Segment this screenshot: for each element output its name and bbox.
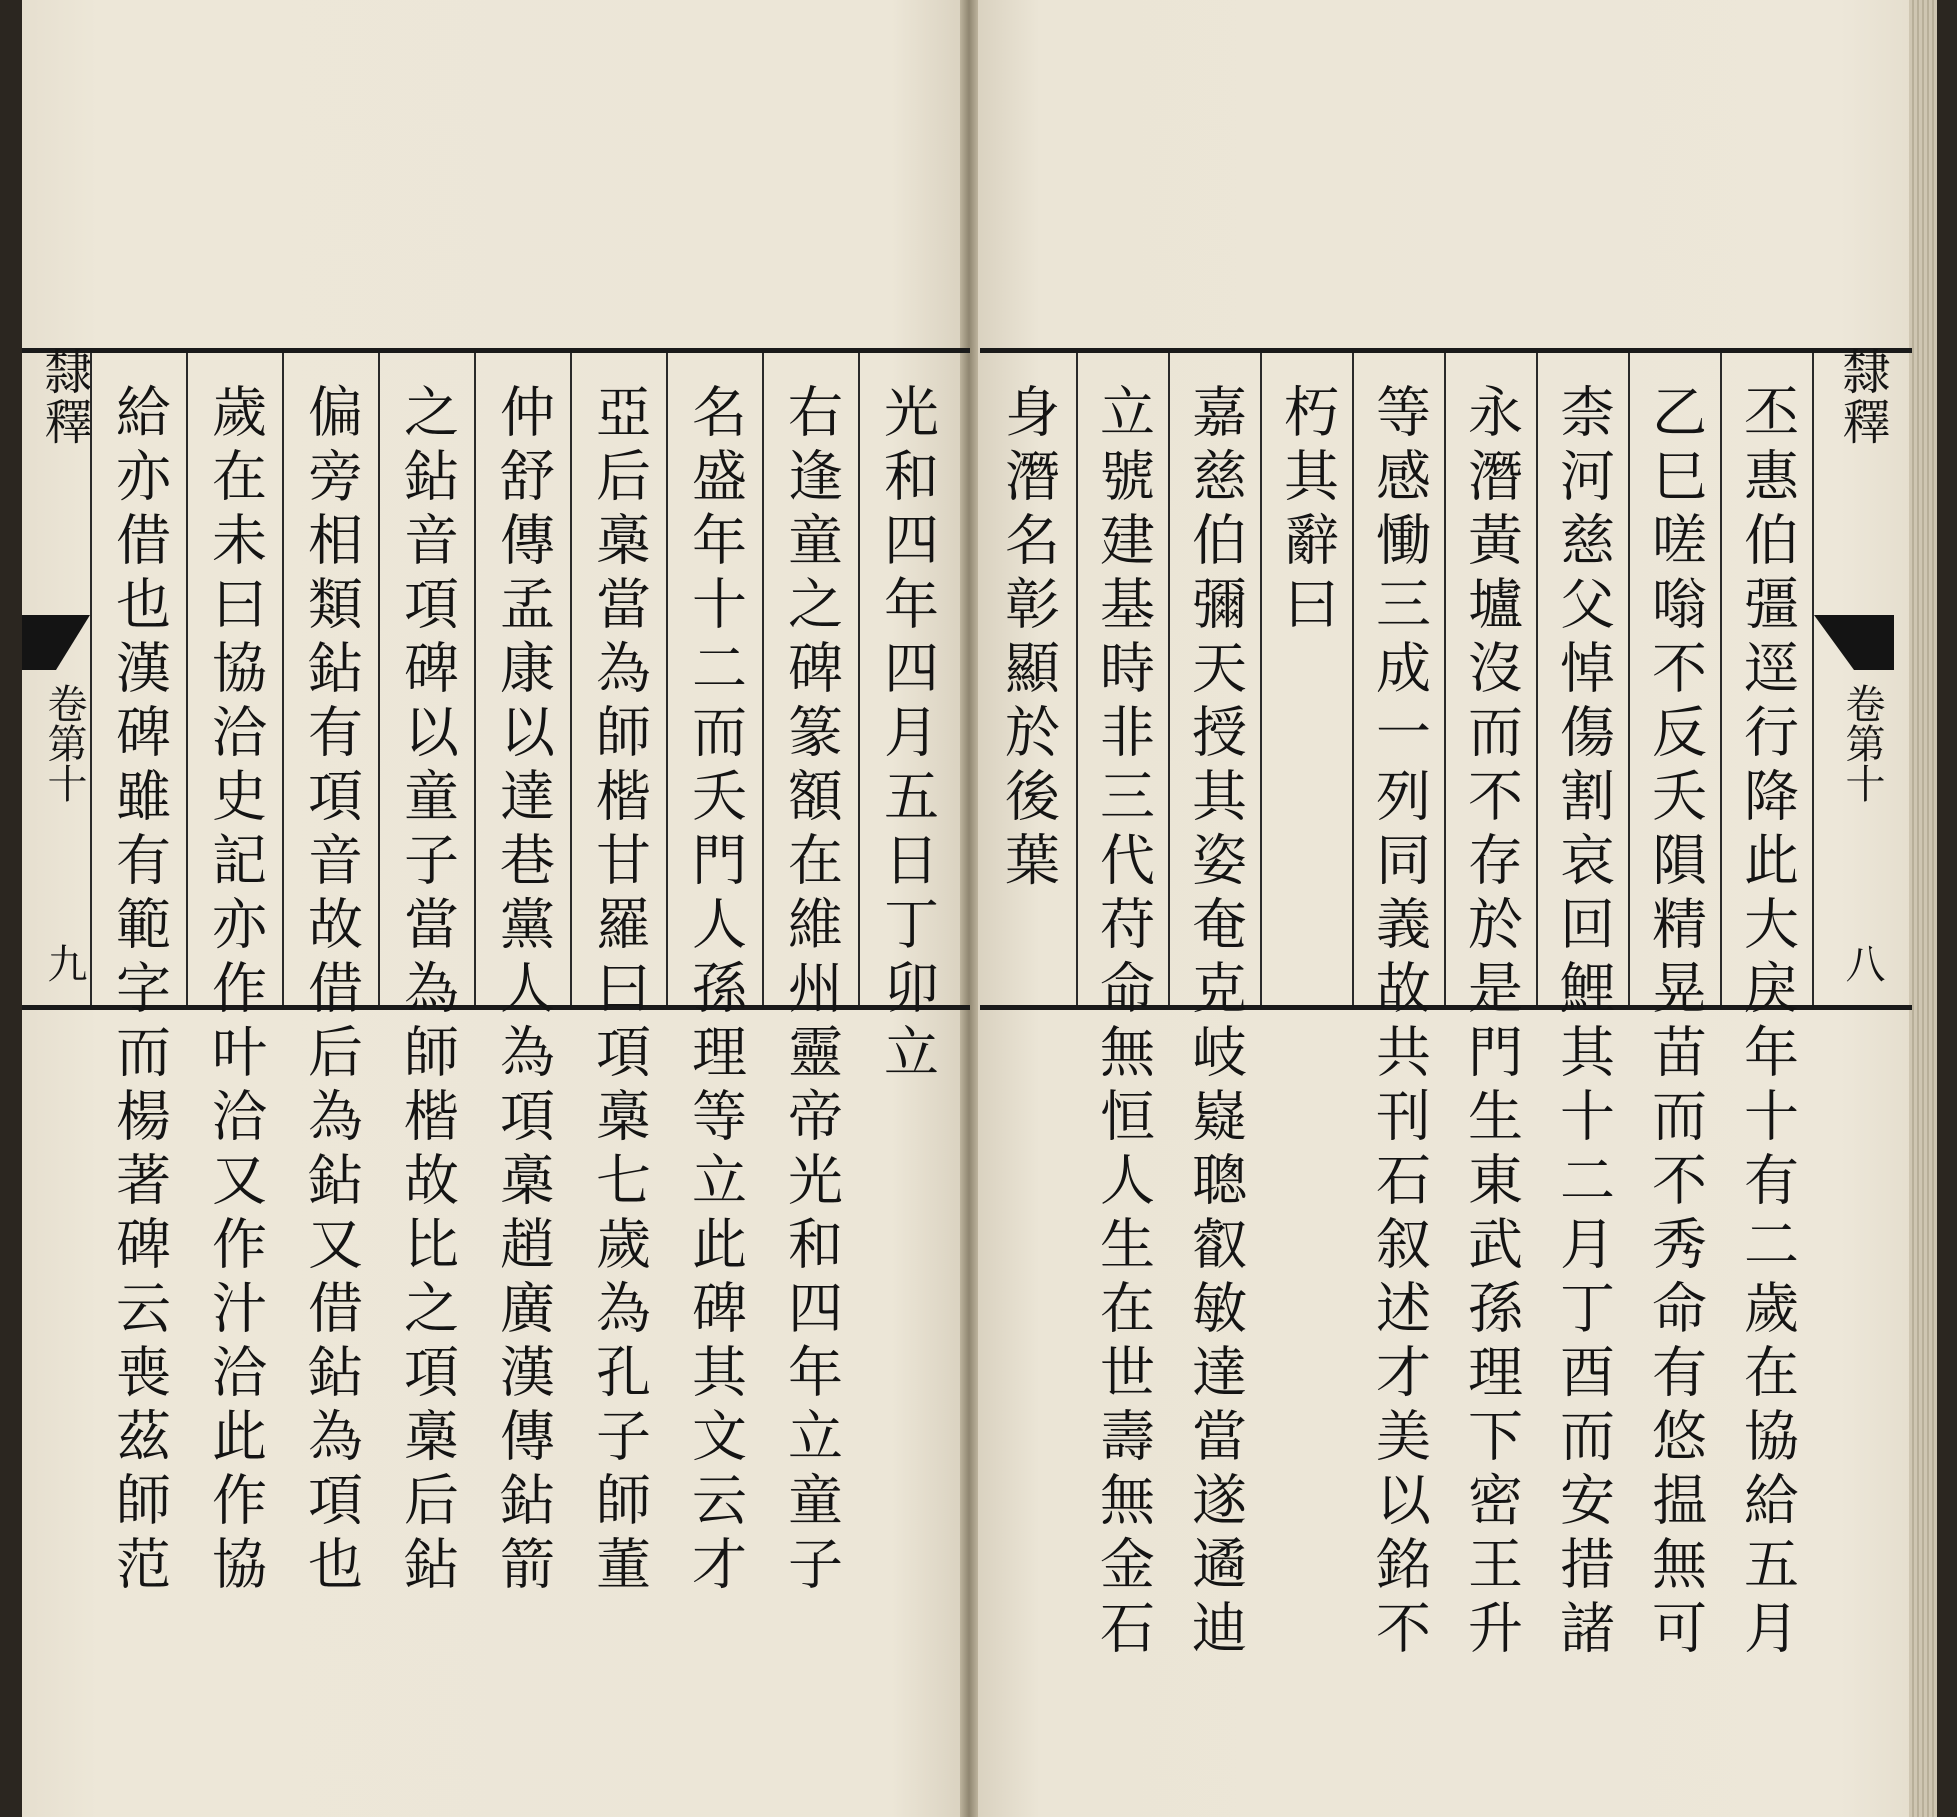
left-side-page: 九 — [41, 943, 87, 983]
right-column-9: 身潛名彰顯於後葉 — [996, 383, 1060, 895]
right-side-title: 隸釋 — [1834, 347, 1890, 447]
right-fishtail-icon — [1814, 615, 1894, 675]
left-side-title: 隸釋 — [36, 347, 92, 447]
right-column-2: 乙巳嗟嗡不反夭隕精晃苗而不秀命有悠揾無可 — [1628, 353, 1720, 1005]
left-column-5: 仲舒傳孟康以達巷黨人為項槀趙廣漢傳鉆箭 — [474, 353, 570, 1005]
left-column-9: 給亦借也漢碑雖有範字而楊著碑云喪茲師范 — [90, 353, 186, 1005]
right-side-page: 八 — [1839, 943, 1885, 983]
right-column-7: 嘉慈伯彌天授其姿奄克岐嶷聰叡敏達當遂遹迪 — [1168, 353, 1260, 1005]
left-fishtail-icon — [22, 615, 90, 675]
left-margin-strip — [22, 347, 92, 1005]
left-column-8: 歲在未曰協洽史記亦作叶洽又作汁洽此作協 — [186, 353, 282, 1005]
left-column-7: 偏旁相類鉆有項音故借后為鉆又借鉆為項也 — [282, 353, 378, 1005]
left-column-6: 之鉆音項碑以童子當為師楷故比之項槀后鉆 — [378, 353, 474, 1005]
right-side-chapter: 卷第十 — [1839, 683, 1885, 803]
right-margin-strip — [1812, 347, 1892, 1005]
right-column-4: 永潛黃壚沒而不存於是門生東武孫理下密王升 — [1444, 353, 1536, 1005]
left-column-1: 光和四年四月五日丁卯立 — [858, 353, 954, 1005]
left-column-2: 右逢童之碑篆額在維州靈帝光和四年立童子 — [762, 353, 858, 1005]
right-column-6: 朽其辭曰 — [1260, 353, 1352, 1005]
left-column-3: 名盛年十二而夭門人孫理等立此碑其文云才 — [666, 353, 762, 1005]
left-column-4: 亞后槀當為師楷甘羅曰項槀七歲為孔子師董 — [570, 353, 666, 1005]
page-edges — [1909, 0, 1937, 1817]
right-column-5: 等感慟三成一列同義故共刊石叙述才美以銘不 — [1352, 353, 1444, 1005]
right-column-1: 丕惠伯彊逕行降此大戾年十有二歲在協給五月 — [1720, 353, 1812, 1005]
left-side-chapter: 卷第十 — [41, 683, 87, 803]
right-column-3: 柰河慈父悼傷割哀回鯉其十二月丁酉而安措諸 — [1536, 353, 1628, 1005]
right-column-8: 立號建基時非三代苻命無恒人生在世壽無金石 — [1076, 353, 1168, 1005]
